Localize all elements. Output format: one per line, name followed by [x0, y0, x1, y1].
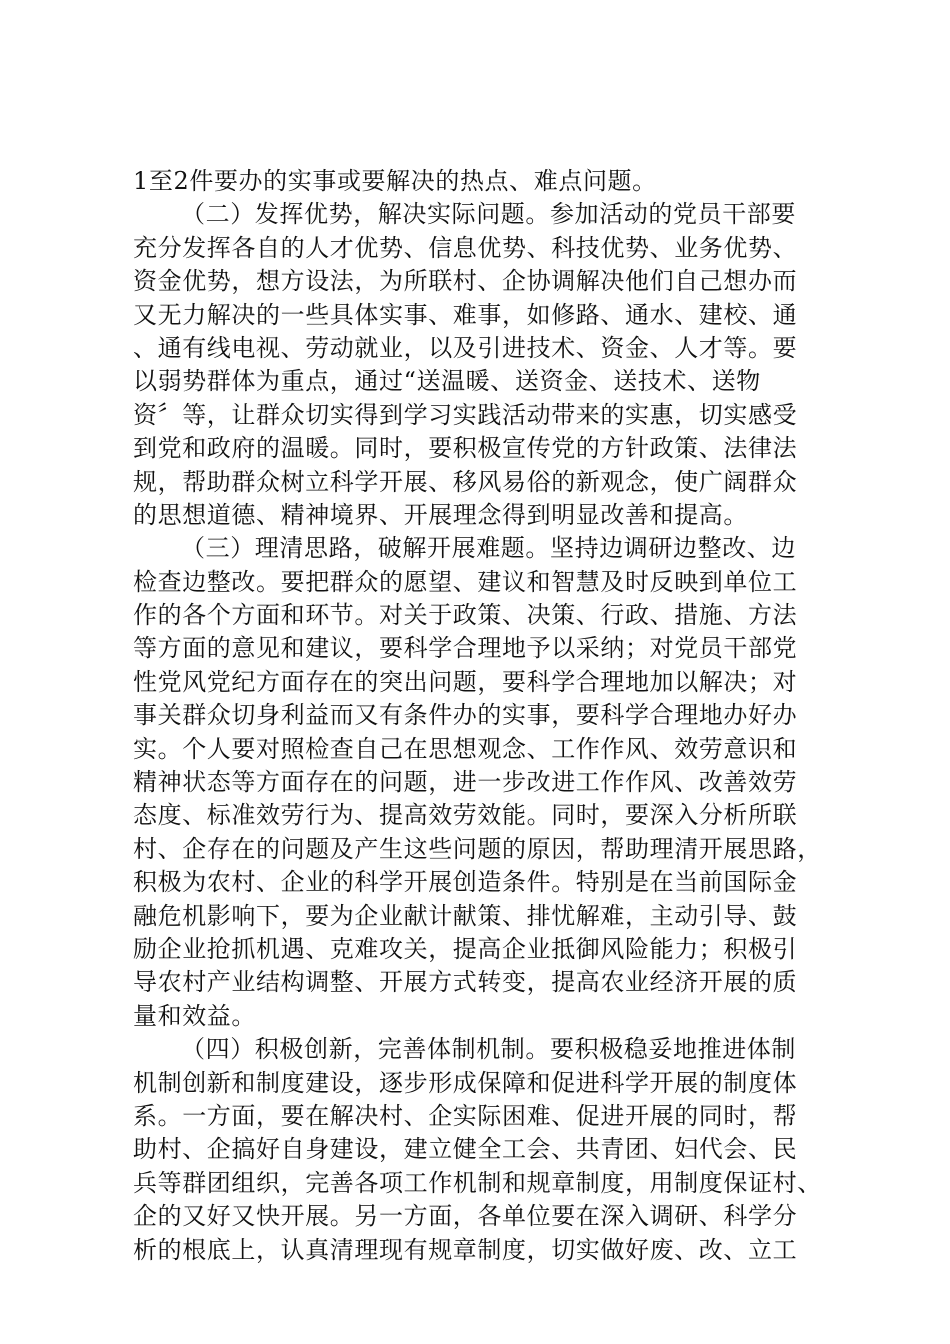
- text-line: 检查边整改。要把群众的愿望、建议和智慧及时反映到单位工: [133, 567, 798, 596]
- text-line: 机制创新和制度建设，逐步形成保障和促进科学开展的制度体: [133, 1068, 798, 1097]
- text-line: 的思想道德、精神境界、开展理念得到明显改善和提高。: [133, 500, 748, 529]
- text-line: 村、企存在的问题及产生这些问题的原因，帮助理清开展思路，: [133, 834, 822, 863]
- text-line: 精神状态等方面存在的问题，进一步改进工作作风、改善效劳: [133, 768, 798, 797]
- text-line: 资〞等，让群众切实得到学习实践活动带来的实惠，切实感受: [133, 400, 798, 429]
- paragraph-first-line: （三）理清思路，破解开展难题。坚持边调研边整改、边: [181, 534, 796, 563]
- text-line: 到党和政府的温暖。同时，要积极宣传党的方针政策、法律法: [133, 434, 798, 463]
- text-line: 1至2件要办的实事或要解决的热点、难点问题。: [133, 167, 657, 195]
- text-line: 规，帮助群众树立科学开展、移风易俗的新观念，使广阔群众: [133, 467, 798, 496]
- text-line: 、通有线电视、劳动就业，以及引进技术、资金、人才等。要: [133, 333, 798, 362]
- paragraph-first-line: （四）积极创新，完善体制机制。要积极稳妥地推进体制: [181, 1035, 796, 1064]
- text-line: 量和效益。: [133, 1001, 256, 1030]
- text-line: 助村、企搞好自身建设，建立健全工会、共青团、妇代会、民: [133, 1135, 798, 1164]
- text-line: 励企业抢抓机遇、克难攻关，提高企业抵御风险能力；积极引: [133, 934, 798, 963]
- text-line: 性党风党纪方面存在的突出问题，要科学合理地加以解决；对: [133, 667, 798, 696]
- text-line: 又无力解决的一些具体实事、难事，如修路、通水、建校、通: [133, 300, 798, 329]
- paragraph-first-line: （二）发挥优势，解决实际问题。参加活动的党员干部要: [181, 200, 796, 229]
- text-line: 资金优势，想方设法，为所联村、企协调解决他们自己想办而: [133, 267, 798, 296]
- text-line: 事关群众切身利益而又有条件办的实事，要科学合理地办好办: [133, 701, 798, 730]
- text-line: 融危机影响下，要为企业献计献策、排忧解难，主动引导、鼓: [133, 901, 798, 930]
- text-line: 实。个人要对照检查自己在思想观念、工作作风、效劳意识和: [133, 734, 798, 763]
- text-line: 以弱势群体为重点，通过“送温暖、送资金、送技术、送物: [133, 367, 761, 396]
- text-line: 析的根底上，认真清理现有规章制度，切实做好废、改、立工: [133, 1235, 798, 1264]
- text-line: 系。一方面，要在解决村、企实际困难、促进开展的同时，帮: [133, 1101, 798, 1130]
- text-line: 等方面的意见和建议，要科学合理地予以采纳；对党员干部党: [133, 634, 798, 663]
- text-line: 导农村产业结构调整、开展方式转变，提高农业经济开展的质: [133, 968, 798, 997]
- text-line: 作的各个方面和环节。对关于政策、决策、行政、措施、方法: [133, 601, 798, 630]
- document-body: [133, 165, 823, 1267]
- text-line: 积极为农村、企业的科学开展创造条件。特别是在当前国际金: [133, 868, 798, 897]
- text-line: 兵等群团组织，完善各项工作机制和规章制度，用制度保证村、: [133, 1168, 822, 1197]
- text-line: 充分发挥各自的人才优势、信息优势、科技优势、业务优势、: [133, 233, 798, 262]
- text-line: 企的又好又快开展。另一方面，各单位要在深入调研、科学分: [133, 1202, 798, 1231]
- text-line: 态度、标准效劳行为、提高效劳效能。同时，要深入分析所联: [133, 801, 798, 830]
